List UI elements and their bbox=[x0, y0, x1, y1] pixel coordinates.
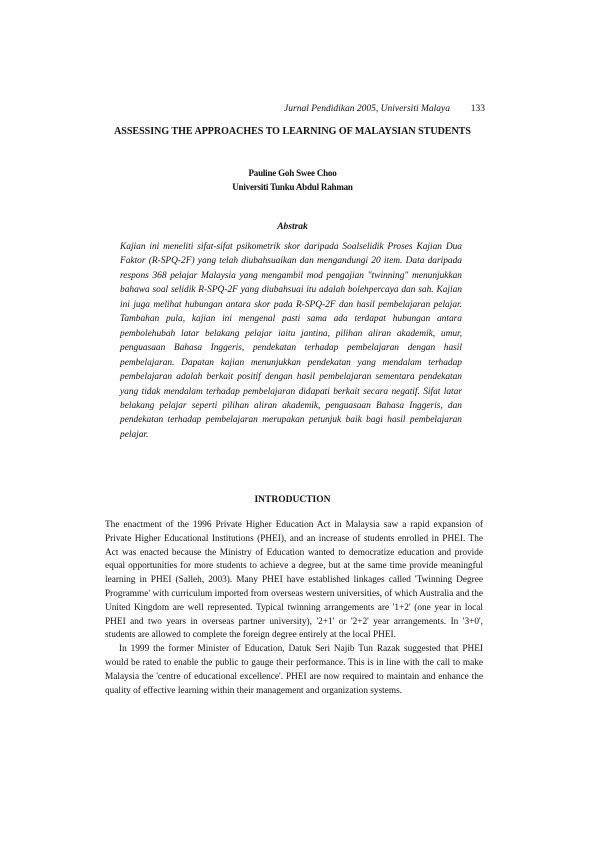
page-number: 133 bbox=[470, 104, 485, 114]
paragraph: In 1999 the former Minister of Education, Datuk Seri Najib Tun Razak suggested that PHEI would be rated to enable the public to gauge their performance. This is in line with the call to make Malaysia the 'centre of educational excellence'. PHEI are now required to maintain and enhance the quality of effective learning within their management and organization systems. bbox=[105, 644, 483, 696]
abstract-text: Kajian ini meneliti sifat-sifat psikometrik skor daripada Soalselidik Proses Kajian Dua Faktor (R-SPQ-2F) yang telah diubahsuaikan dan mengandungi 20 item. Data daripada respons 368 pelajar Malaysia yang mengambil mod pengajian "twinning" menunjukkan bahawa soal selidik R-SPQ-2F yang diubahsuai itu adalah bolehpercaya dan sah. Kajian ini juga melihat hubungan antara skor pada R-SPQ-2F dan hasil pembelajaran pelajar. Tambahan pula, kajian ini mengenal pasti sama ada terdapat hubungan antara pembolehubah latar belakang pelajar iaitu jantina, pilihan aliran akademik, umur, penguasaan Bahasa Inggeris, pendekatan terhadap pembelajaran dengan hasil pembelajaran. Dapatan kajian menunjukkan pendekatan yang mendalam terhadap pembelajaran adalah berkait positif dengan hasil pembelajaran sementara pendekatan yang tidak mendalam terhadap pembelajaran didapati berkait secara negatif. Sifat latar belakang pelajar seperti pilihan aliran akademik, penguasaan Bahasa Inggeris, dan pendekatan terhadap pembelajaran merupakan petunjuk baik bagi hasil pembelajaran pelajar. bbox=[120, 242, 462, 440]
author-name: Pauline Goh Swee Choo bbox=[248, 168, 337, 178]
introduction-heading: INTRODUCTION bbox=[254, 495, 331, 505]
abstract-heading: Abstrak bbox=[277, 222, 308, 232]
introduction-body bbox=[105, 519, 483, 698]
author-block bbox=[105, 166, 480, 194]
author-affiliation: Universiti Tunku Abdul Rahman bbox=[232, 182, 353, 192]
paragraph: The enactment of the 1996 Private Higher Education Act in Malaysia saw a rapid expansion of Private Higher Educational Institutions (PHEI), and an increase of students enrolled in PHEI. The Act was enacted because the Ministry of Education wanted to democratize education and provide equal opportunities for more students to achieve a degree, but at the same time provide meaningful learning in PHEI (Salleh, 2003). Many PHEI have established linkages called 'Twinning Degree Programme' with curriculum imported from overseas western universities, of which Australia and the United Kingdom are well represented. Typical twinning arrangements are '1+2' (one year in local PHEI and two years in overseas partner university), '2+1' or '2+2' year arrangements. In '3+0', students are allowed to complete the foreign degree entirely at the local PHEI. bbox=[105, 520, 483, 641]
paper-title: ASSESSING THE APPROACHES TO LEARNING OF MALAYSIAN STUDENTS bbox=[114, 126, 471, 137]
journal-name: Jurnal Pendidikan 2005, Universiti Malaya bbox=[284, 104, 450, 114]
